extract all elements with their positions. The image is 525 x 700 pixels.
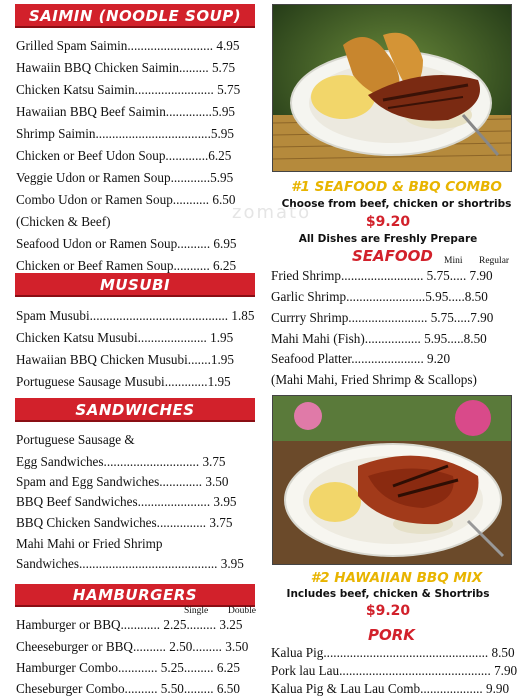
- menu-item: Mahi Mahi or Fried Shrimp: [16, 536, 163, 551]
- menu-item: Kalua Pig.................................................. 8.50: [271, 645, 515, 660]
- hamburgers-title: HAMBURGERS: [72, 586, 198, 604]
- watermark: zomato: [232, 202, 312, 223]
- bbq-plate-image: [273, 396, 511, 564]
- pork-title: PORK: [368, 626, 415, 644]
- menu-item: Cheseburger Combo.......... 5.50......... 6.50: [16, 681, 240, 696]
- menu-item: Chicken or Beef Ramen Soup........... 6.25: [16, 258, 237, 273]
- menu-item: Veggie Udon or Ramen Soup............5.95: [16, 170, 234, 185]
- combo1-title: #1 SEAFOOD & BBQ COMBO: [291, 179, 502, 195]
- menu-item: BBQ Chicken Sandwiches............... 3.75: [16, 515, 233, 530]
- menu-item: Hawaiin BBQ Chicken Saimin......... 5.75: [16, 60, 236, 75]
- menu-item: Currry Shrimp........................ 5.75.....7.90: [271, 310, 494, 325]
- combo2-title: #2 HAWAIIAN BBQ MIX: [310, 570, 483, 586]
- saimin-title: SAIMIN (NOODLE SOUP): [28, 7, 242, 25]
- column-header-double: Double: [228, 606, 256, 616]
- menu-item: Sandwiches.......................................... 3.95: [16, 556, 244, 571]
- menu-item-note: (Chicken & Beef): [16, 214, 111, 229]
- menu-item: Combo Udon or Ramen Soup........... 6.50: [16, 192, 236, 207]
- combo1-subtitle: Choose from beef, chicken or shortribs: [281, 198, 512, 210]
- sandwiches-title: SANDWICHES: [75, 401, 195, 419]
- menu-item: Chicken Katsu Musubi..................... 1.95: [16, 330, 234, 345]
- combo1-note: All Dishes are Freshly Prepare: [298, 233, 478, 245]
- musubi-title: MUSUBI: [99, 276, 171, 294]
- combo2-subtitle: Includes beef, chicken & Shortribs: [286, 588, 490, 600]
- menu-item: Kalua Pig & Lau Lau Comb................... 9.90: [271, 681, 510, 696]
- menu-item: Seafood Platter...................... 9.20: [271, 351, 451, 366]
- saimin-banner: [15, 4, 255, 28]
- combo2-price: $9.20: [365, 603, 411, 619]
- menu-item-note: (Mahi Mahi, Fried Shrimp & Scallops): [271, 372, 477, 387]
- menu-item: Garlic Shrimp........................5.95.....8.50: [271, 289, 488, 304]
- menu-item: Portuguese Sausage &: [16, 432, 135, 447]
- seafood-title: SEAFOOD: [352, 247, 433, 265]
- hamburgers-banner: [15, 584, 255, 607]
- menu-item: Hamburger or BBQ............ 2.25......... 3.25: [16, 617, 243, 632]
- sandwiches-banner: [15, 398, 255, 422]
- menu-item: Egg Sandwiches............................. 3.75: [16, 454, 226, 469]
- combo1-price: $9.20: [365, 214, 411, 230]
- menu-item: Seafood Udon or Ramen Soup.......... 6.95: [16, 236, 237, 251]
- seafood-plate-image: [273, 5, 511, 171]
- combo1-photo: [272, 4, 512, 172]
- menu-item: Shrimp Saimin...................................5.95: [16, 126, 234, 141]
- column-header-regular: Regular: [479, 256, 510, 266]
- menu-item: Hamburger Combo............ 5.25......... 6.25: [16, 660, 240, 675]
- menu-item: Pork lau Lau.............................................. 7.90: [271, 663, 518, 678]
- menu-item: Hawaiian BBQ Chicken Musubi.......1.95: [16, 352, 234, 367]
- musubi-banner: [15, 273, 255, 297]
- column-header-single: Single: [184, 606, 209, 616]
- menu-item: Chicken or Beef Udon Soup.............6.25: [16, 148, 232, 163]
- menu-item: Spam and Egg Sandwiches............. 3.50: [16, 474, 229, 489]
- column-header-mini: Mini: [444, 256, 463, 266]
- menu-item: Grilled Spam Saimin.......................... 4.95: [16, 38, 240, 53]
- combo2-photo: [272, 395, 512, 565]
- menu-item: Fried Shrimp......................... 5.75..... 7.90: [271, 268, 493, 283]
- menu-item: Cheeseburger or BBQ.......... 2.50......... 3.50: [16, 639, 249, 654]
- menu-item: BBQ Beef Sandwiches...................... 3.95: [16, 494, 237, 509]
- menu-item: Chicken Katsu Saimin........................ 5.75: [16, 82, 241, 97]
- menu-item: Hawaiian BBQ Beef Saimin..............5.95: [16, 104, 236, 119]
- menu-item: Spam Musubi.......................................... 1.85: [16, 308, 255, 323]
- menu-item: Mahi Mahi (Fish)................. 5.95.....8.50: [271, 331, 487, 346]
- menu-item: Portuguese Sausage Musubi.............1.95: [16, 374, 231, 389]
